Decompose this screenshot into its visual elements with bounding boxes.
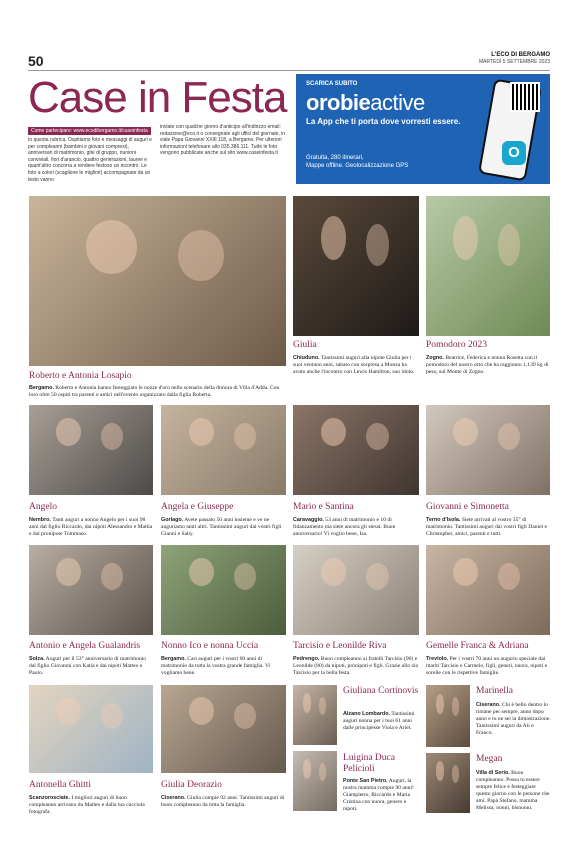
- caption-text: Solza. Auguri per il 53° anniversario di matrimonio dal figlio Giovanni con Katia e dai nipoti Matteo e Paolo.: [29, 656, 147, 677]
- caption-name: Antonio e Angela Gualandris: [29, 641, 141, 651]
- photo-marinella: [426, 685, 470, 747]
- caption-name: Mario e Santina: [293, 502, 354, 512]
- caption-name: Giovanni e Simonetta: [426, 502, 509, 512]
- app-advertisement[interactable]: [296, 74, 550, 184]
- ad-kicker: SCARICA SUBITO: [306, 81, 358, 87]
- caption-text: Pedrengo. Buon compleanno ai fratelli Tarcisio (90) e Leonilde (80) da nipoti, pronipoti e figli. Grazie allo zio Tarcisio per la bella festa.: [293, 656, 419, 677]
- caption-text: Nembro. Tanti auguri a nonno Angelo per i suoi 98 anni dal figlio Riccardo, dai nipoti Alessandro e Mattia e dal pronipote Tommaso.: [29, 517, 153, 538]
- ad-details: Gratuita, 280 itinerari, Mappe offline. Geolocalizzazione GPS: [306, 155, 409, 169]
- caption-text: Villa di Serio. Buon compleanno. Possa tu essere sempre felice e festeggiare questo giorno con le persone che ami. Papà Stefano, mamma Melissa, nonni, bisnonni.: [476, 770, 550, 812]
- caption-name: Giulia Deorazio: [161, 780, 222, 790]
- caption-name: Pomodoro 2023: [426, 340, 487, 350]
- photo-pomodoro: [426, 196, 550, 336]
- photo-giulia-deorazio: [161, 685, 286, 773]
- caption-text: Ciserano. Giulia compie 92 anni. Tantissimi auguri di buon compleanno da tutta la famiglia.: [161, 795, 285, 809]
- photo-giulia-hamilton: [293, 196, 419, 336]
- page-title: Case in Festa: [28, 73, 287, 122]
- caption-text: Bergamo. Cari auguri per i vostri 60 anni di matrimonio da tutta la vostra grande famiglia. Vi vogliamo bene.: [161, 656, 271, 677]
- caption-name: Roberto e Antonia Losapio: [29, 371, 132, 381]
- photo-giovanni-simonetta: [426, 405, 550, 495]
- caption-text: Bergamo. Roberto e Antonia hanno festeggiato le nozze d'oro nello scenario della dimora di Villa d'Adda. Con loro oltre 50 ospiti tra parenti e amici nell'evento organizzato dalla figlia Roberta.: [29, 385, 280, 399]
- caption-name: Giulia: [293, 340, 317, 350]
- photo-roberto-antonia: [29, 196, 286, 366]
- caption-name: Giuliana Cortinovis: [343, 686, 419, 696]
- caption-name: Angela e Giuseppe: [161, 502, 234, 512]
- header-rule: [28, 70, 550, 71]
- masthead: [479, 52, 550, 66]
- caption-text: Terno d'Isola. Siete arrivati al vostro 35° di matrimonio. Tantissimi auguri dai vostri figli Daniel e Christopher, amici, parenti e tutti.: [426, 517, 547, 538]
- caption-name: Megan: [476, 754, 503, 764]
- photo-gemelle: [426, 545, 550, 635]
- photo-giuliana: [293, 685, 337, 745]
- photo-angela-giuseppe: [161, 405, 286, 495]
- caption-name: Tarcisio e Leonilde Riva: [293, 641, 387, 651]
- issue-date: MARTEDÌ 5 SETTEMBRE 2023: [478, 59, 550, 65]
- intro-text-right: inviate con qualche giorno d'anticipo all'indirizzo email: redazione@eco.it o consegnate agli uffici del giornale, in viale Papa Giovanni XXIII 118, a Bergamo. Per ulteriori informazioni telefonare allo 035.386.111. Tutte le foto vengono pubblicate anche sul sito www.caseinfesta.it: [160, 124, 286, 157]
- intro-text-left: In questa rubrica. Ospitiamo foto e messaggi di auguri e per compleanni (bambini e giovani compresi), anniversari di matrimonio, gite di gruppo, riunioni conviviali, fiori d'arancio, quattro generazioni, lauree e quant'altro concorra a rendere festoso un incontro. Le foto a colori (scaglione le migliori) accompagnate da un testo vanno: [28, 137, 152, 183]
- app-logo-icon: O: [502, 141, 526, 165]
- page-number: 50: [28, 53, 44, 69]
- photo-tarcisio-leonilde: [293, 545, 419, 635]
- caption-name: Nonno Ico e nonna Uccia: [161, 641, 259, 651]
- caption-text: Caravaggio. 53 anni di matrimonio e 10 di fidanzamento ma siete ancora gli stessi. Buon anniversario! Vi voglio bene, Isa.: [293, 517, 396, 538]
- caption-text: Treviolo. Per i vostri 70 anni un augurio speciale dai mariti Tarcisio e Carmelo, figli, generi, nuora, nipoti e sorelle con le rispettive famiglie.: [426, 656, 548, 677]
- caption-name: Gemelle Franca & Adriana: [426, 641, 529, 651]
- photo-mario-santina: [293, 405, 419, 495]
- photo-antonio-angela: [29, 545, 153, 635]
- caption-text: Ciserano. Chi è bello dentro lo rimane per sempre, anno dopo anno e tu ne sei la dimostrazione. Tantissimi auguri da Ali e Franco.: [476, 702, 551, 737]
- qr-code-icon: [510, 82, 540, 112]
- photo-ico-uccia: [161, 545, 286, 635]
- photo-megan: [426, 753, 470, 813]
- photo-antonella: [29, 685, 153, 773]
- caption-name: Antonella Ghitti: [29, 780, 92, 790]
- ad-brand: orobieactive: [306, 90, 425, 115]
- caption-name: Marinella: [476, 686, 513, 696]
- caption-text: Gorlago. Avete passato 50 anni insieme e ve ne auguriamo tanti altri. Tantissimi auguri dai vostri figli Gianni e Saby.: [161, 517, 282, 538]
- ad-tagline: La App che ti porta dove vorresti essere.: [306, 117, 461, 126]
- caption-name: Luigina Duca Pelicioli: [343, 753, 395, 774]
- caption-text: Scanzorosciate. I migliori auguri di buon compleanno arrivano da Matteo e dalla tua cucciola fotografa.: [29, 795, 145, 816]
- caption-text: Ponte San Pietro. Auguri, la nostra mamma compie 90 anni! Giampietro, Riccardo e Maria Cristina con nuora, genero e nipoti.: [343, 778, 414, 813]
- photo-luigina: [293, 751, 337, 811]
- caption-text: Zogno. Beatrice, Federica e nonna Rosetta con il pomodoro del nostro orto che ha raggiunto 1,139 kg di peso, sul Monte di Zogno.: [426, 355, 549, 376]
- caption-name: Angelo: [29, 502, 57, 512]
- caption-text: Alzano Lombardo. Tantissimi auguri nonna per i tuoi 61 anni dalle principesse Viola e Ariel.: [343, 711, 415, 732]
- caption-text: Chiuduno. Tantissimi auguri alla nipote Giulia per i suoi ventuno anni, sabato con sorpresa a Monza ha avuto anche l'incontro con Lewis Hamilton, suo idolo.: [293, 355, 415, 376]
- newspaper-name: L'ECO DI BERGAMO: [491, 52, 550, 58]
- photo-angelo: [29, 405, 153, 495]
- participate-link[interactable]: Come partecipare: www.ecodibergamo.it/caseinfesta: [28, 127, 151, 135]
